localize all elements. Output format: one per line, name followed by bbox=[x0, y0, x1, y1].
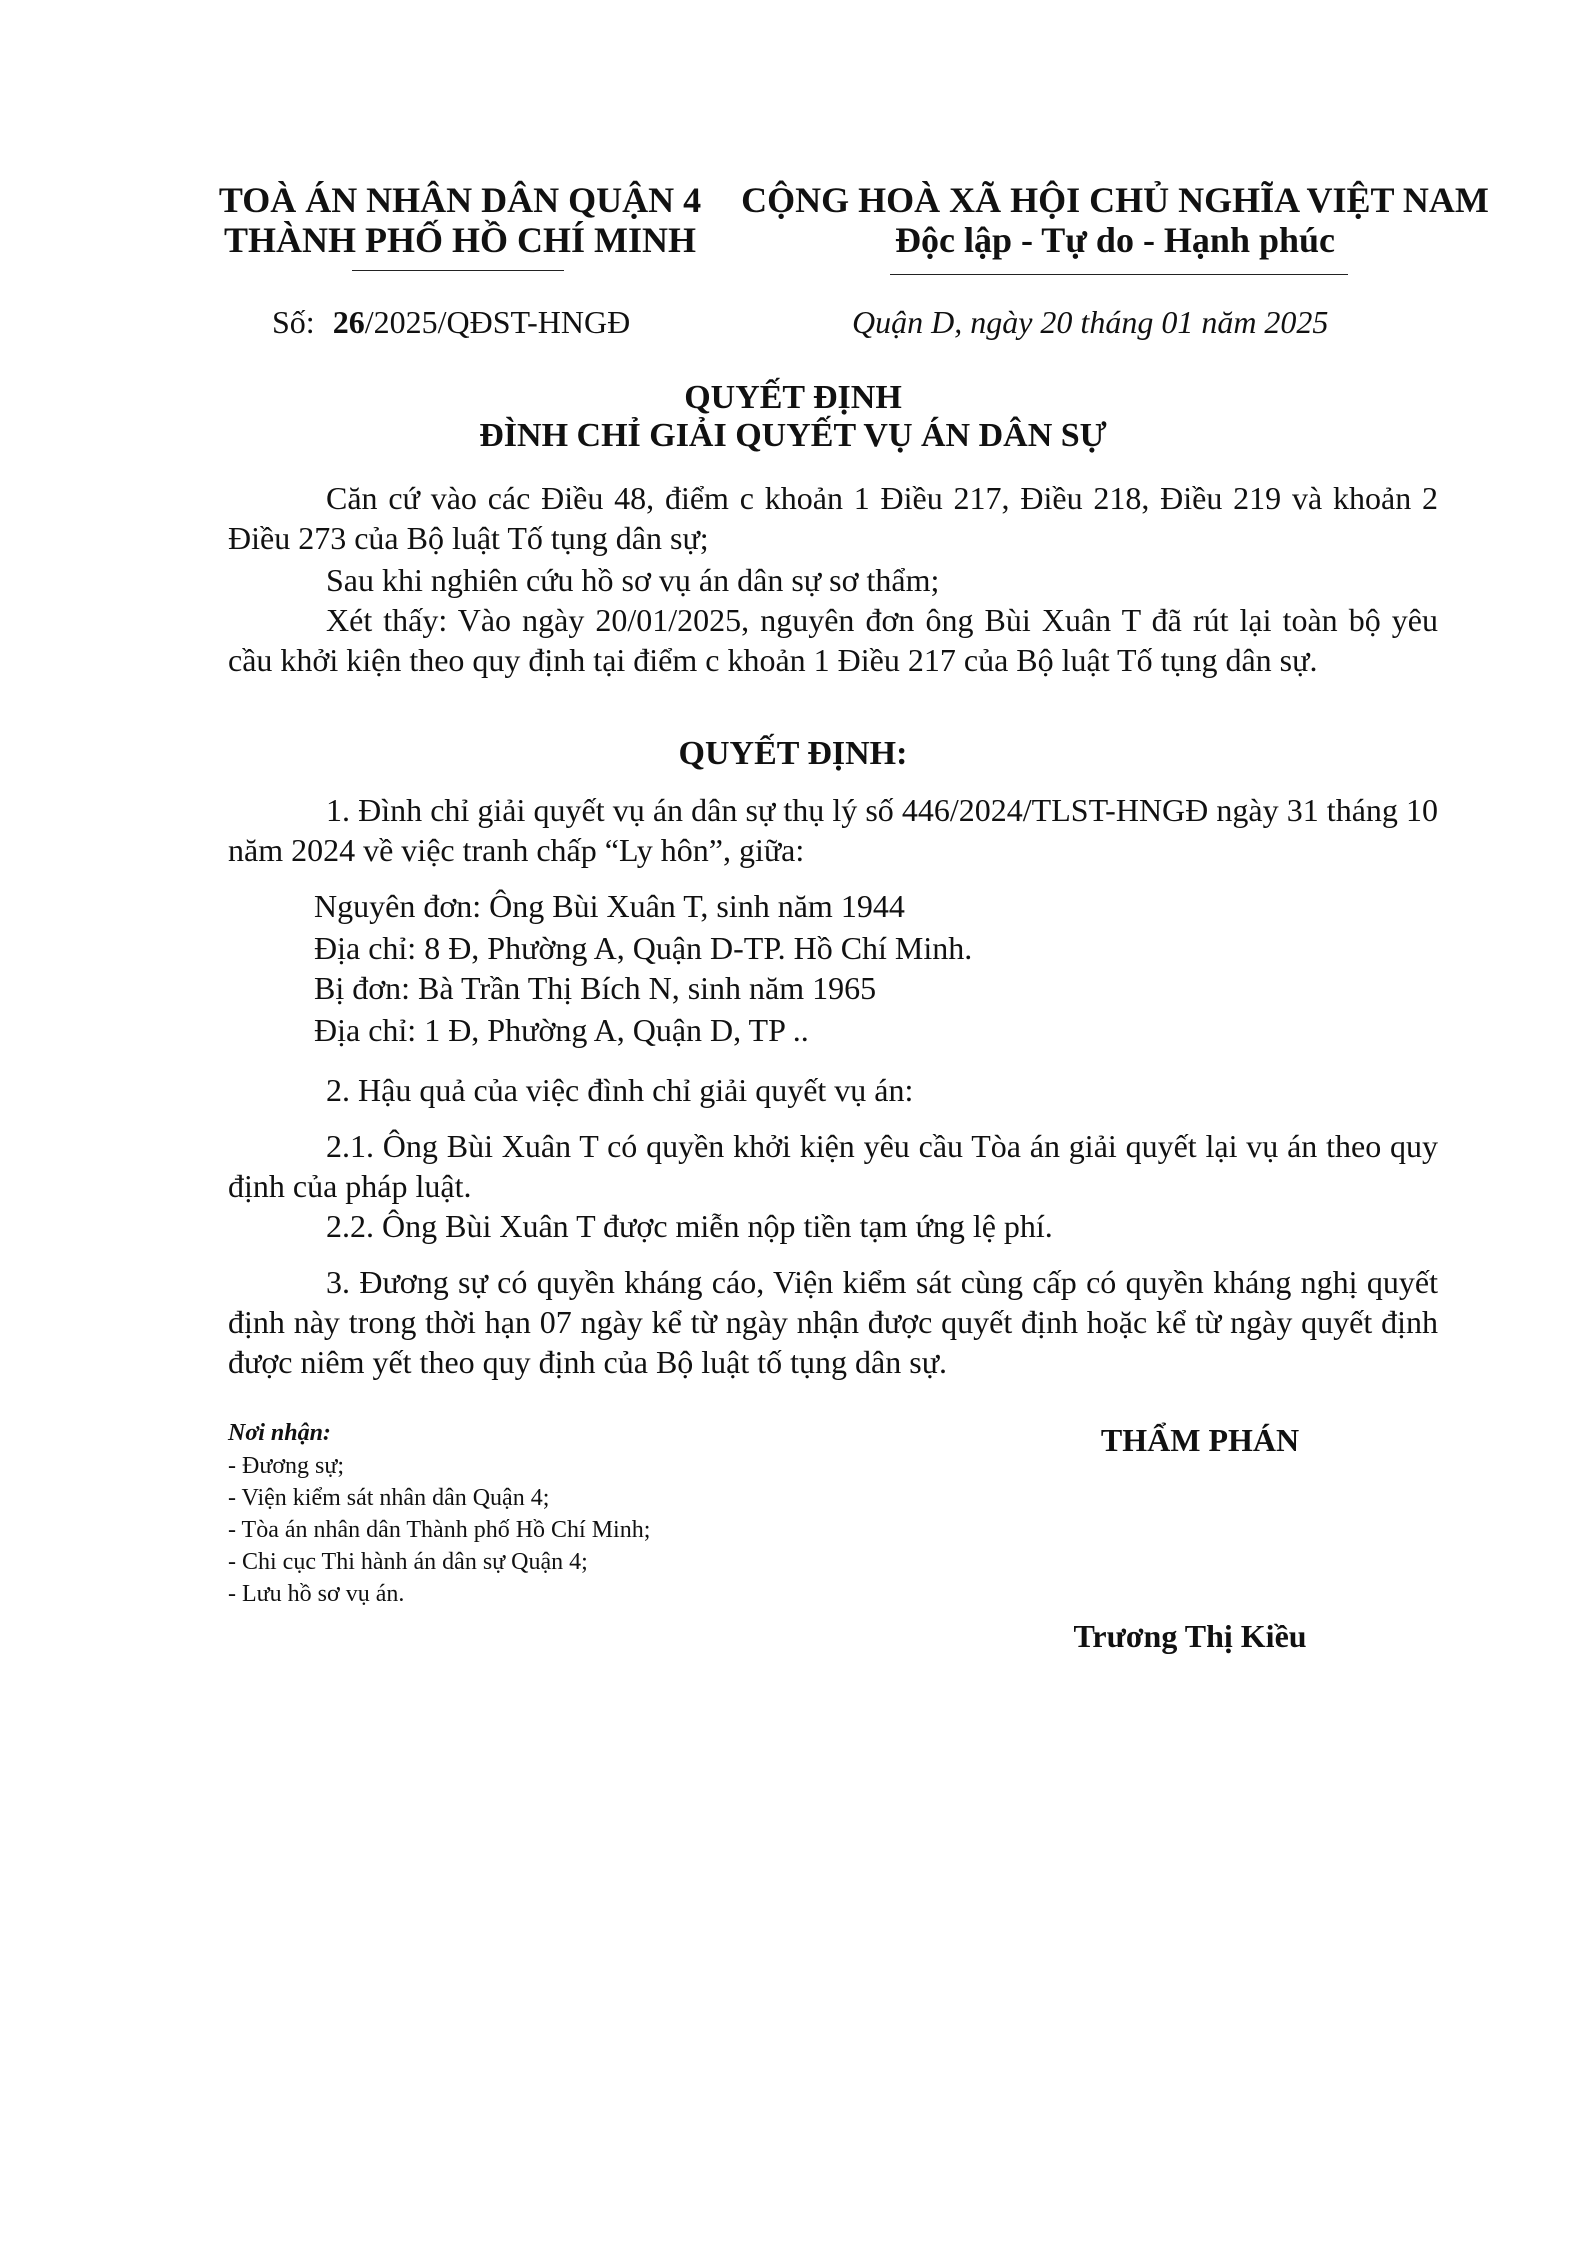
document-number bbox=[272, 302, 630, 342]
decision-item-1: 1. Đình chỉ giải quyết vụ án dân sự thụ lý số 446/2024/TLST-HNGĐ ngày 31 tháng 10 năm 2024 về việc tranh chấp “Ly hôn”, giữa: bbox=[228, 792, 1438, 868]
national-slogan-underline bbox=[890, 274, 1348, 275]
national-name: CỘNG HOÀ XÃ HỘI CHỦ NGHĨA VIỆT NAM bbox=[741, 180, 1489, 220]
decision-item-3: 3. Đương sự có quyền kháng cáo, Viện kiểm sát cùng cấp có quyền kháng nghị quyết định này trong thời hạn 07 ngày kể từ ngày nhận được quyết định hoặc kể từ ngày quyết định được niêm yết theo quy định của Bộ luật tố tụng dân sự. bbox=[228, 1264, 1438, 1380]
signer-name: Trương Thị Kiều bbox=[1073, 1618, 1307, 1654]
national-slogan: Độc lập - Tự do - Hạnh phúc bbox=[894, 220, 1336, 260]
decision-heading: QUYẾT ĐỊNH: bbox=[678, 735, 908, 772]
court-name-line1: TOÀ ÁN NHÂN DÂN QUẬN 4 bbox=[218, 180, 702, 220]
recipients-heading: Nơi nhận: bbox=[228, 1420, 331, 1446]
place-date: Quận D, ngày 20 tháng 01 năm 2025 bbox=[852, 304, 1329, 340]
defendant-address: Địa chỉ: 1 Đ, Phường A, Quận D, TP .. bbox=[314, 1012, 809, 1048]
plaintiff-address: Địa chỉ: 8 Đ, Phường A, Quận D-TP. Hồ Chí Minh. bbox=[314, 930, 973, 966]
recipient-item: - Tòa án nhân dân Thành phố Hồ Chí Minh; bbox=[228, 1517, 651, 1543]
after-review: Sau khi nghiên cứu hồ sơ vụ án dân sự sơ thẩm; bbox=[326, 562, 940, 598]
number-prefix: Số: bbox=[272, 304, 315, 340]
plaintiff: Nguyên đơn: Ông Bùi Xuân T, sinh năm 1944 bbox=[314, 888, 905, 924]
recipient-item: - Đương sự; bbox=[228, 1453, 345, 1479]
defendant: Bị đơn: Bà Trần Thị Bích N, sinh năm 1965 bbox=[314, 970, 877, 1006]
recipient-item: - Viện kiểm sát nhân dân Quận 4; bbox=[228, 1485, 550, 1511]
document-title: QUYẾT ĐỊNH bbox=[684, 379, 902, 416]
decision-item-2-2: 2.2. Ông Bùi Xuân T được miễn nộp tiền tạm ứng lệ phí. bbox=[326, 1208, 1053, 1244]
legal-basis: Căn cứ vào các Điều 48, điểm c khoản 1 Điều 217, Điều 218, Điều 219 và khoản 2 Điều 273 của Bộ luật Tố tụng dân sự; bbox=[228, 480, 1438, 556]
considering: Xét thấy: Vào ngày 20/01/2025, nguyên đơn ông Bùi Xuân T đã rút lại toàn bộ yêu cầu khởi kiện theo quy định tại điểm c khoản 1 Điều 217 của Bộ luật Tố tụng dân sự. bbox=[228, 602, 1438, 678]
decision-item-2-1: 2.1. Ông Bùi Xuân T có quyền khởi kiện yêu cầu Tòa án giải quyết lại vụ án theo quy định của pháp luật. bbox=[228, 1128, 1438, 1204]
court-name bbox=[210, 180, 710, 260]
signer-role: THẨM PHÁN bbox=[1100, 1422, 1300, 1458]
document-subtitle: ĐÌNH CHỈ GIẢI QUYẾT VỤ ÁN DÂN SỰ bbox=[479, 417, 1107, 454]
number-value: 26 bbox=[332, 304, 365, 340]
court-name-underline bbox=[352, 270, 564, 271]
recipient-item: - Lưu hồ sơ vụ án. bbox=[228, 1581, 405, 1607]
recipient-item: - Chi cục Thi hành án dân sự Quận 4; bbox=[228, 1549, 588, 1575]
decision-item-2: 2. Hậu quả của việc đình chỉ giải quyết vụ án: bbox=[326, 1072, 914, 1108]
court-name-line2: THÀNH PHỐ HỒ CHÍ MINH bbox=[223, 220, 696, 260]
national-motto bbox=[735, 180, 1495, 260]
number-suffix: /2025/QĐST-HNGĐ bbox=[364, 304, 631, 340]
